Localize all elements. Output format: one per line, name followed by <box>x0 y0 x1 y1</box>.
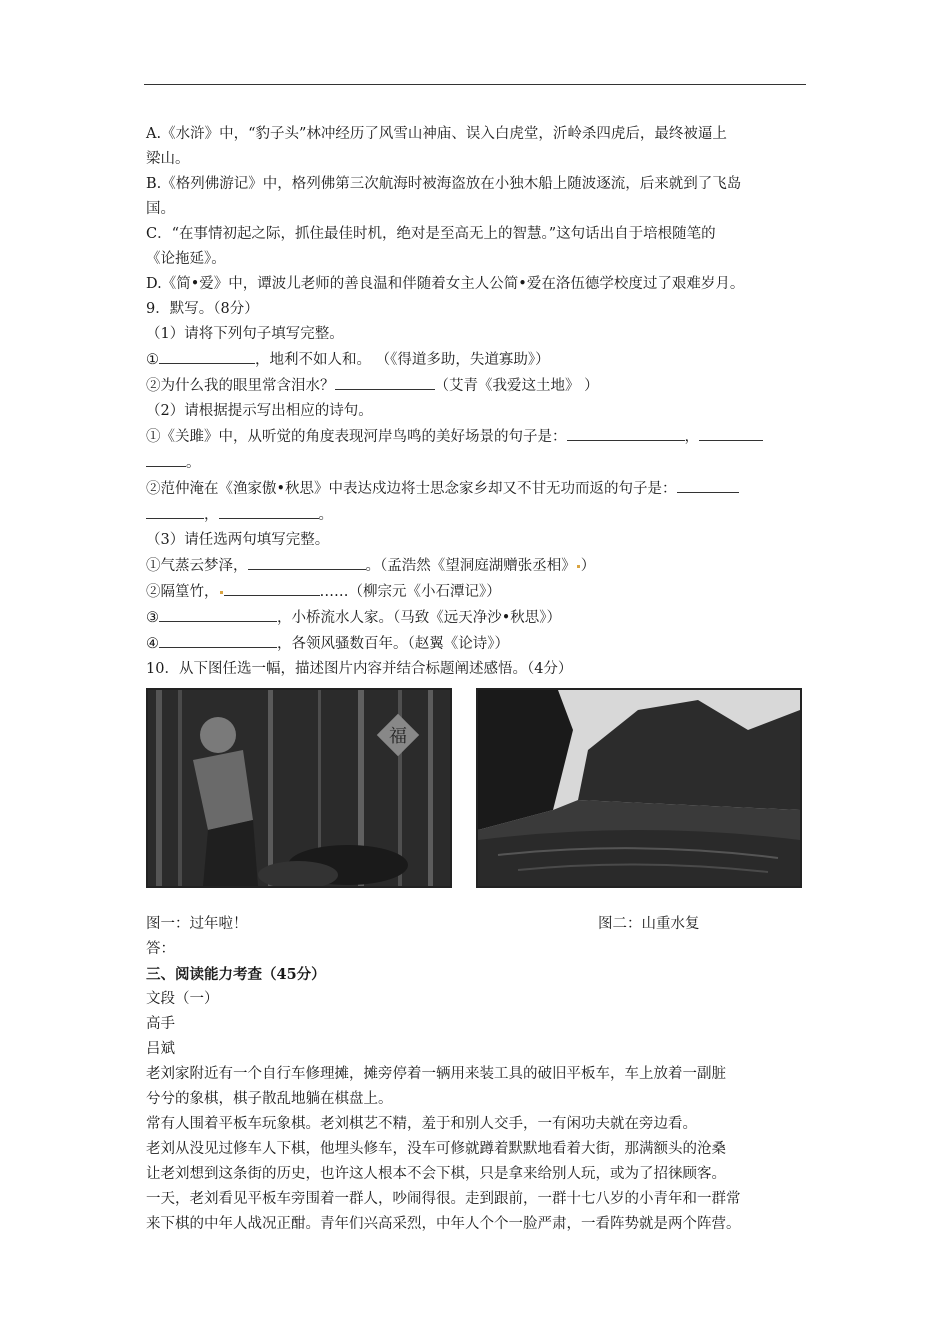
answer-blank[interactable] <box>159 605 277 622</box>
answer-blank[interactable] <box>146 450 186 467</box>
paragraph-3-line1: 老刘从没见过修车人下棋，他埋头修车，没车可修就蹲着默默地看着大街，那满额头的沧桑 <box>146 1141 726 1157</box>
item-text: ②为什么我的眼里常含泪水？ <box>146 378 335 394</box>
answer-blank[interactable] <box>224 579 320 596</box>
item-source: ，小桥流水人家。（马致《远天净沙•秋思》） <box>277 610 562 626</box>
option-b-line1: B.《格列佛游记》中，格列佛第三次航海时被海盗放在小独木船上随波逐流，后来就到了飞岛 <box>146 176 742 192</box>
paragraph-4-line2: 来下棋的中年人战况正酣。青年们兴高采烈，中年人个个一脸严肃，一看阵势就是两个阵营。 <box>146 1216 741 1232</box>
q9-title: 9．默写。（8分） <box>146 301 259 317</box>
item-text: ①《关雎》中，从听觉的角度表现河岸鸟鸣的美好场景的句子是： <box>146 429 567 445</box>
option-c-line1: C．“在事情初起之际，抓住最佳时机，绝对是至高无上的智慧。”这句话出自于培根随笔的 <box>146 226 716 242</box>
q9-part1-item2 <box>146 373 808 399</box>
paragraph-1-line2: 兮兮的象棋，棋子散乱地躺在棋盘上。 <box>146 1091 393 1107</box>
option-a-line1: A.《水浒》中，“豹子头”林冲经历了风雪山神庙、误入白虎堂，沂岭杀四虎后，最终被逼上 <box>146 126 727 142</box>
period: 。 <box>318 507 333 523</box>
q9-part3-item2 <box>146 579 808 605</box>
item-text: ①气蒸云梦泽， <box>146 558 248 574</box>
answer-blank[interactable] <box>335 373 435 390</box>
option-c-line2: 《论拖延》。 <box>146 251 226 267</box>
close-paren: ） <box>580 558 596 574</box>
item-text: ②范仲淹在《渔家傲•秋思》中表达戍边将士思念家乡却又不甘无功而返的句子是： <box>146 481 677 497</box>
item-text: ，地利不如人和。 （《得道多助，失道寡助》） <box>255 352 550 368</box>
item-number: ④ <box>146 636 159 652</box>
comma: ， <box>684 429 699 445</box>
q9-part1-title: （1）请将下列句子填写完整。 <box>146 326 344 342</box>
paragraph-4-line1: 一天，老刘看见平板车旁围着一群人，吵闹得很。走到跟前，一群十七八岁的小青年和一群常 <box>146 1191 741 1207</box>
highlight-dot <box>577 565 580 568</box>
q9-part2-item1-line2 <box>146 450 808 476</box>
answer-blank[interactable] <box>159 631 277 648</box>
exam-content <box>146 122 808 1237</box>
figure-captions <box>146 912 808 937</box>
option-a-line2: 梁山。 <box>146 151 190 167</box>
q9-part3-item4 <box>146 631 808 657</box>
answer-blank[interactable] <box>146 502 204 519</box>
q9-part3-item3 <box>146 605 808 631</box>
item-number: ③ <box>146 610 159 626</box>
paragraph-3-line2: 让老刘想到这条街的历史，也许这人根本不会下棋，只是拿来给别人玩，或为了招徕顾客。 <box>146 1166 726 1182</box>
item-source: 。（孟浩然《望洞庭湖赠张丞相》 <box>365 558 576 574</box>
q9-part3-item1 <box>146 553 808 579</box>
option-b-line2: 国。 <box>146 201 175 217</box>
q9-part2-item2-line2 <box>146 502 808 528</box>
q10-title: 10．从下图任选一幅，描述图片内容并结合标题阐述感悟。（4分） <box>146 661 573 677</box>
paragraph-1-line1: 老刘家附近有一个自行车修理摊，摊旁停着一辆用来装工具的破旧平板车，车上放着一副脏 <box>146 1066 726 1082</box>
item-source: ……（柳宗元《小石潭记》） <box>319 584 501 600</box>
item-source: ，各领风骚数百年。（赵翼《论诗》） <box>277 636 509 652</box>
answer-blank[interactable] <box>219 502 319 519</box>
answer-blank[interactable] <box>567 424 685 441</box>
answer-blank[interactable] <box>248 553 366 570</box>
q9-part2-title: （2）请根据提示写出相应的诗句。 <box>146 403 373 419</box>
passage-label: 文段（一） <box>146 991 219 1007</box>
option-d-line1: D.《简•爱》中，谭波儿老师的善良温和伴随着女主人公简•爱在洛伍德学校度过了艰难岁月。 <box>146 276 745 292</box>
figure-one-caption: 图一：过年啦！ <box>146 916 248 932</box>
figure-one-image <box>146 688 452 888</box>
story-author: 吕斌 <box>146 1041 175 1057</box>
section-three-title: 三、阅读能力考查（45分） <box>146 966 326 983</box>
q9-part2-item2-line1 <box>146 476 808 502</box>
comma: ， <box>204 507 219 523</box>
answer-blank[interactable] <box>699 424 763 441</box>
item-source: （艾青《我爱这土地》 ） <box>434 378 599 394</box>
q9-part3-title: （3）请任选两句填写完整。 <box>146 532 330 548</box>
svg-text:福: 福 <box>389 726 407 747</box>
figure-two-caption: 图二：山重水复 <box>598 916 700 932</box>
answer-label: 答： <box>146 941 175 957</box>
header-rule <box>144 84 806 85</box>
figure-two-image <box>476 688 802 888</box>
paragraph-2: 常有人围着平板车玩象棋。老刘棋艺不精，羞于和别人交手，一有闲功夫就在旁边看。 <box>146 1116 697 1132</box>
mountain-river-photo <box>478 690 800 886</box>
highlight-dot <box>220 591 223 594</box>
period: 。 <box>186 455 201 471</box>
q9-part1-item1 <box>146 347 808 373</box>
item-text: ②隔篁竹， <box>146 584 219 600</box>
answer-blank[interactable] <box>159 347 255 364</box>
answer-blank[interactable] <box>677 476 739 493</box>
figure-row <box>146 688 808 906</box>
q9-part2-item1-line1 <box>146 424 808 450</box>
item-number: ① <box>146 352 159 368</box>
story-title: 高手 <box>146 1016 175 1032</box>
new-year-photo <box>148 690 450 886</box>
